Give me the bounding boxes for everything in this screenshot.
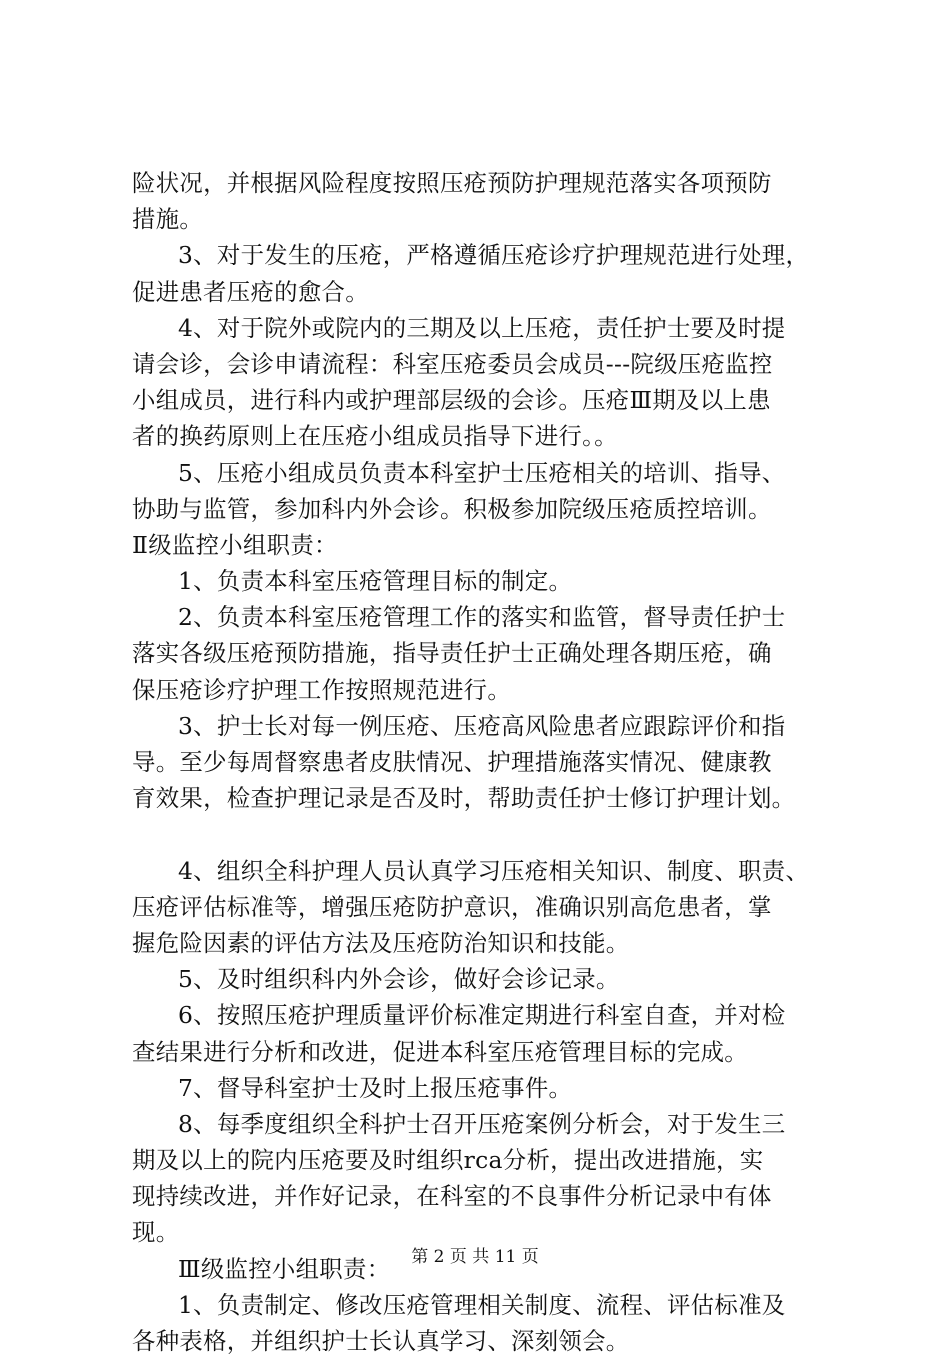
text-line: 落实各级压疮预防措施，指导责任护士正确处理各期压疮，确 xyxy=(132,639,772,668)
text-line: 6、按照压疮护理质量评价标准定期进行科室自查，并对检 xyxy=(178,1001,786,1030)
text-line: Ⅱ级监控小组职责： xyxy=(132,530,338,559)
text-line: 5、压疮小组成员负责本科室护士压疮相关的培训、指导、 xyxy=(178,458,786,487)
text-line: 2、负责本科室压疮管理工作的落实和监管，督导责任护士 xyxy=(178,603,786,632)
text-line: 小组成员，进行科内或护理部层级的会诊。压疮Ⅲ期及以上患 xyxy=(132,386,771,415)
blank-line xyxy=(132,816,832,852)
text-line: 现持续改进，并作好记录，在科室的不良事件分析记录中有体 xyxy=(132,1182,772,1211)
text-line: 4、组织全科护理人员认真学习压疮相关知识、制度、职责、 xyxy=(178,856,810,885)
text-line: 保压疮诊疗护理工作按照规范进行。 xyxy=(132,675,512,704)
text-line: 险状况，并根据风险程度按照压疮预防护理规范落实各项预防 xyxy=(132,169,772,197)
text-line: Ⅲ级监控小组职责： xyxy=(178,1254,391,1283)
text-line: 3、对于发生的压疮，严格遵循压疮诊疗护理规范进行处理， xyxy=(178,241,810,270)
text-line: 协助与监管，参加科内外会诊。积极参加院级压疮质控培训。 xyxy=(132,494,772,523)
text-line: 7、督导科室护士及时上报压疮事件。 xyxy=(178,1073,573,1102)
text-line: 育效果，检查护理记录是否及时，帮助责任护士修订护理计划。 xyxy=(132,784,796,813)
text-line: 者的换药原则上在压疮小组成员指导下进行。。 xyxy=(132,422,618,451)
text-line: 查结果进行分析和改进，促进本科室压疮管理目标的完成。 xyxy=(132,1037,748,1066)
text-line: 1、负责制定、修改压疮管理相关制度、流程、评估标准及 xyxy=(178,1290,786,1319)
text-line: 导。至少每周督察患者皮肤情况、护理措施落实情况、健康教 xyxy=(132,748,772,776)
text-line: 压疮评估标准等，增强压疮防护意识，准确识别高危患者，掌 xyxy=(132,892,772,921)
page-footer: 第 2 页 共 11 页 xyxy=(411,1247,539,1267)
text-line: 现。 xyxy=(132,1218,180,1247)
text-line: 促进患者压疮的愈合。 xyxy=(132,277,369,306)
text-line: 3、护士长对每一例压疮、压疮高风险患者应跟踪评价和指 xyxy=(178,711,786,740)
text-line: 1、负责本科室压疮管理目标的制定。 xyxy=(178,567,573,596)
text-line: 握危险因素的评估方法及压疮防治知识和技能。 xyxy=(132,928,630,957)
text-line: 措施。 xyxy=(132,205,204,234)
text-line: 8、每季度组织全科护士召开压疮案例分析会，对于发生三 xyxy=(178,1109,786,1138)
text-line: 4、对于院外或院内的三期及以上压疮，责任护士要及时提 xyxy=(178,313,786,342)
text-line: 各种表格，并组织护士长认真学习、深刻领会。 xyxy=(132,1327,630,1355)
document-body xyxy=(132,165,832,1359)
text-line: 请会诊，会诊申请流程：科室压疮委员会成员---院级压疮监控 xyxy=(132,349,773,378)
text-line: 期及以上的院内压疮要及时组织rca分析，提出改进措施，实 xyxy=(132,1146,764,1175)
text-line: 5、及时组织科内外会诊，做好会诊记录。 xyxy=(178,965,620,994)
